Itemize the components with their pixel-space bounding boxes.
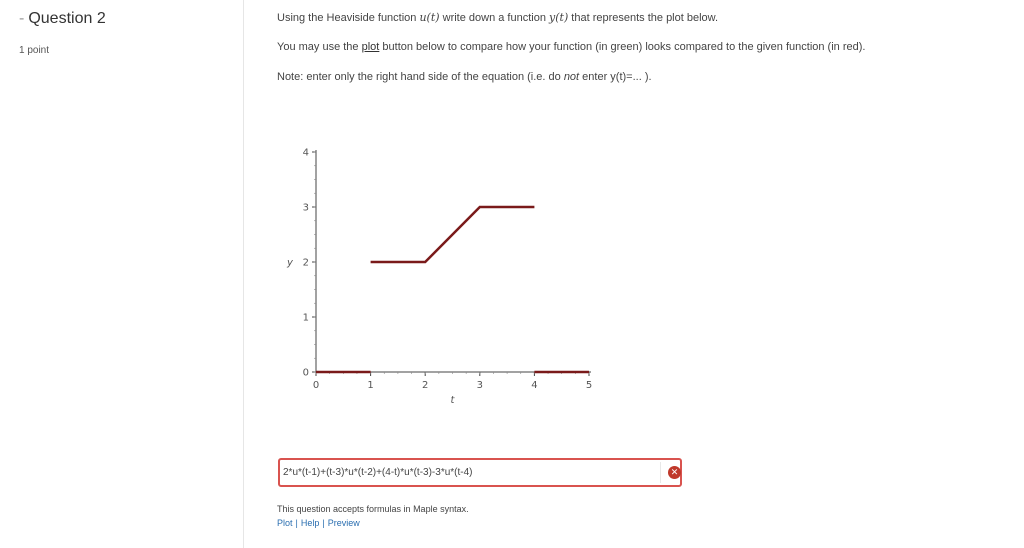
link-separator: | xyxy=(295,518,298,528)
plot-link[interactable]: Plot xyxy=(277,518,293,528)
preview-link[interactable]: Preview xyxy=(327,518,360,528)
collapse-dash-icon[interactable]: - xyxy=(19,10,25,27)
y-tick-label: 3 xyxy=(302,202,309,214)
step-function-chart xyxy=(275,140,605,410)
help-links xyxy=(277,518,360,528)
instruction-text: You may use the xyxy=(277,41,362,53)
x-tick-label: 0 xyxy=(312,380,320,391)
x-tick-label: 3 xyxy=(476,380,483,391)
x-tick-label: 5 xyxy=(585,380,593,391)
plot-link[interactable]: plot xyxy=(361,41,380,53)
question-title[interactable] xyxy=(19,10,106,28)
link-separator: | xyxy=(322,518,325,528)
x-tick-label: 2 xyxy=(422,380,429,391)
instruction-text: Using the Heaviside function xyxy=(277,12,420,24)
y-tick-label: 2 xyxy=(302,257,309,269)
input-divider xyxy=(660,462,661,483)
instruction-emphasis: not xyxy=(563,71,580,83)
y-tick-label: 0 xyxy=(302,367,309,379)
instruction-text: enter y(t)=... ). xyxy=(579,71,652,83)
function-math: y(t) xyxy=(549,11,569,24)
instruction-line-3 xyxy=(277,71,652,83)
y-axis-label: y xyxy=(287,257,293,269)
instruction-text: write down a function xyxy=(439,12,550,24)
y-tick-label: 4 xyxy=(302,147,309,159)
curve-segment xyxy=(371,207,535,262)
question-points: 1 point xyxy=(19,45,50,56)
syntax-note: This question accepts formulas in Maple syntax. xyxy=(277,504,469,514)
instruction-text: that represents the plot below. xyxy=(568,12,719,24)
instruction-line-2 xyxy=(277,41,865,53)
answer-field-wrapper xyxy=(278,458,682,487)
help-link[interactable]: Help xyxy=(300,518,320,528)
heaviside-math: u(t) xyxy=(419,11,440,24)
instruction-line-1 xyxy=(277,11,718,24)
instruction-text: Note: enter only the right hand side of the equation (i.e. do xyxy=(277,71,564,83)
x-tick-label: 4 xyxy=(531,380,538,391)
x-axis-label: t xyxy=(450,395,455,406)
answer-input[interactable] xyxy=(283,463,663,482)
y-tick-label: 1 xyxy=(302,312,309,324)
x-circle-icon: ✕ xyxy=(668,466,681,479)
instruction-text: button below to compare how your function (in green) looks compared to the given function (in red). xyxy=(379,41,866,53)
question-sidebar xyxy=(0,0,244,548)
question-title-text: Question 2 xyxy=(28,10,106,27)
x-tick-label: 1 xyxy=(367,380,374,391)
